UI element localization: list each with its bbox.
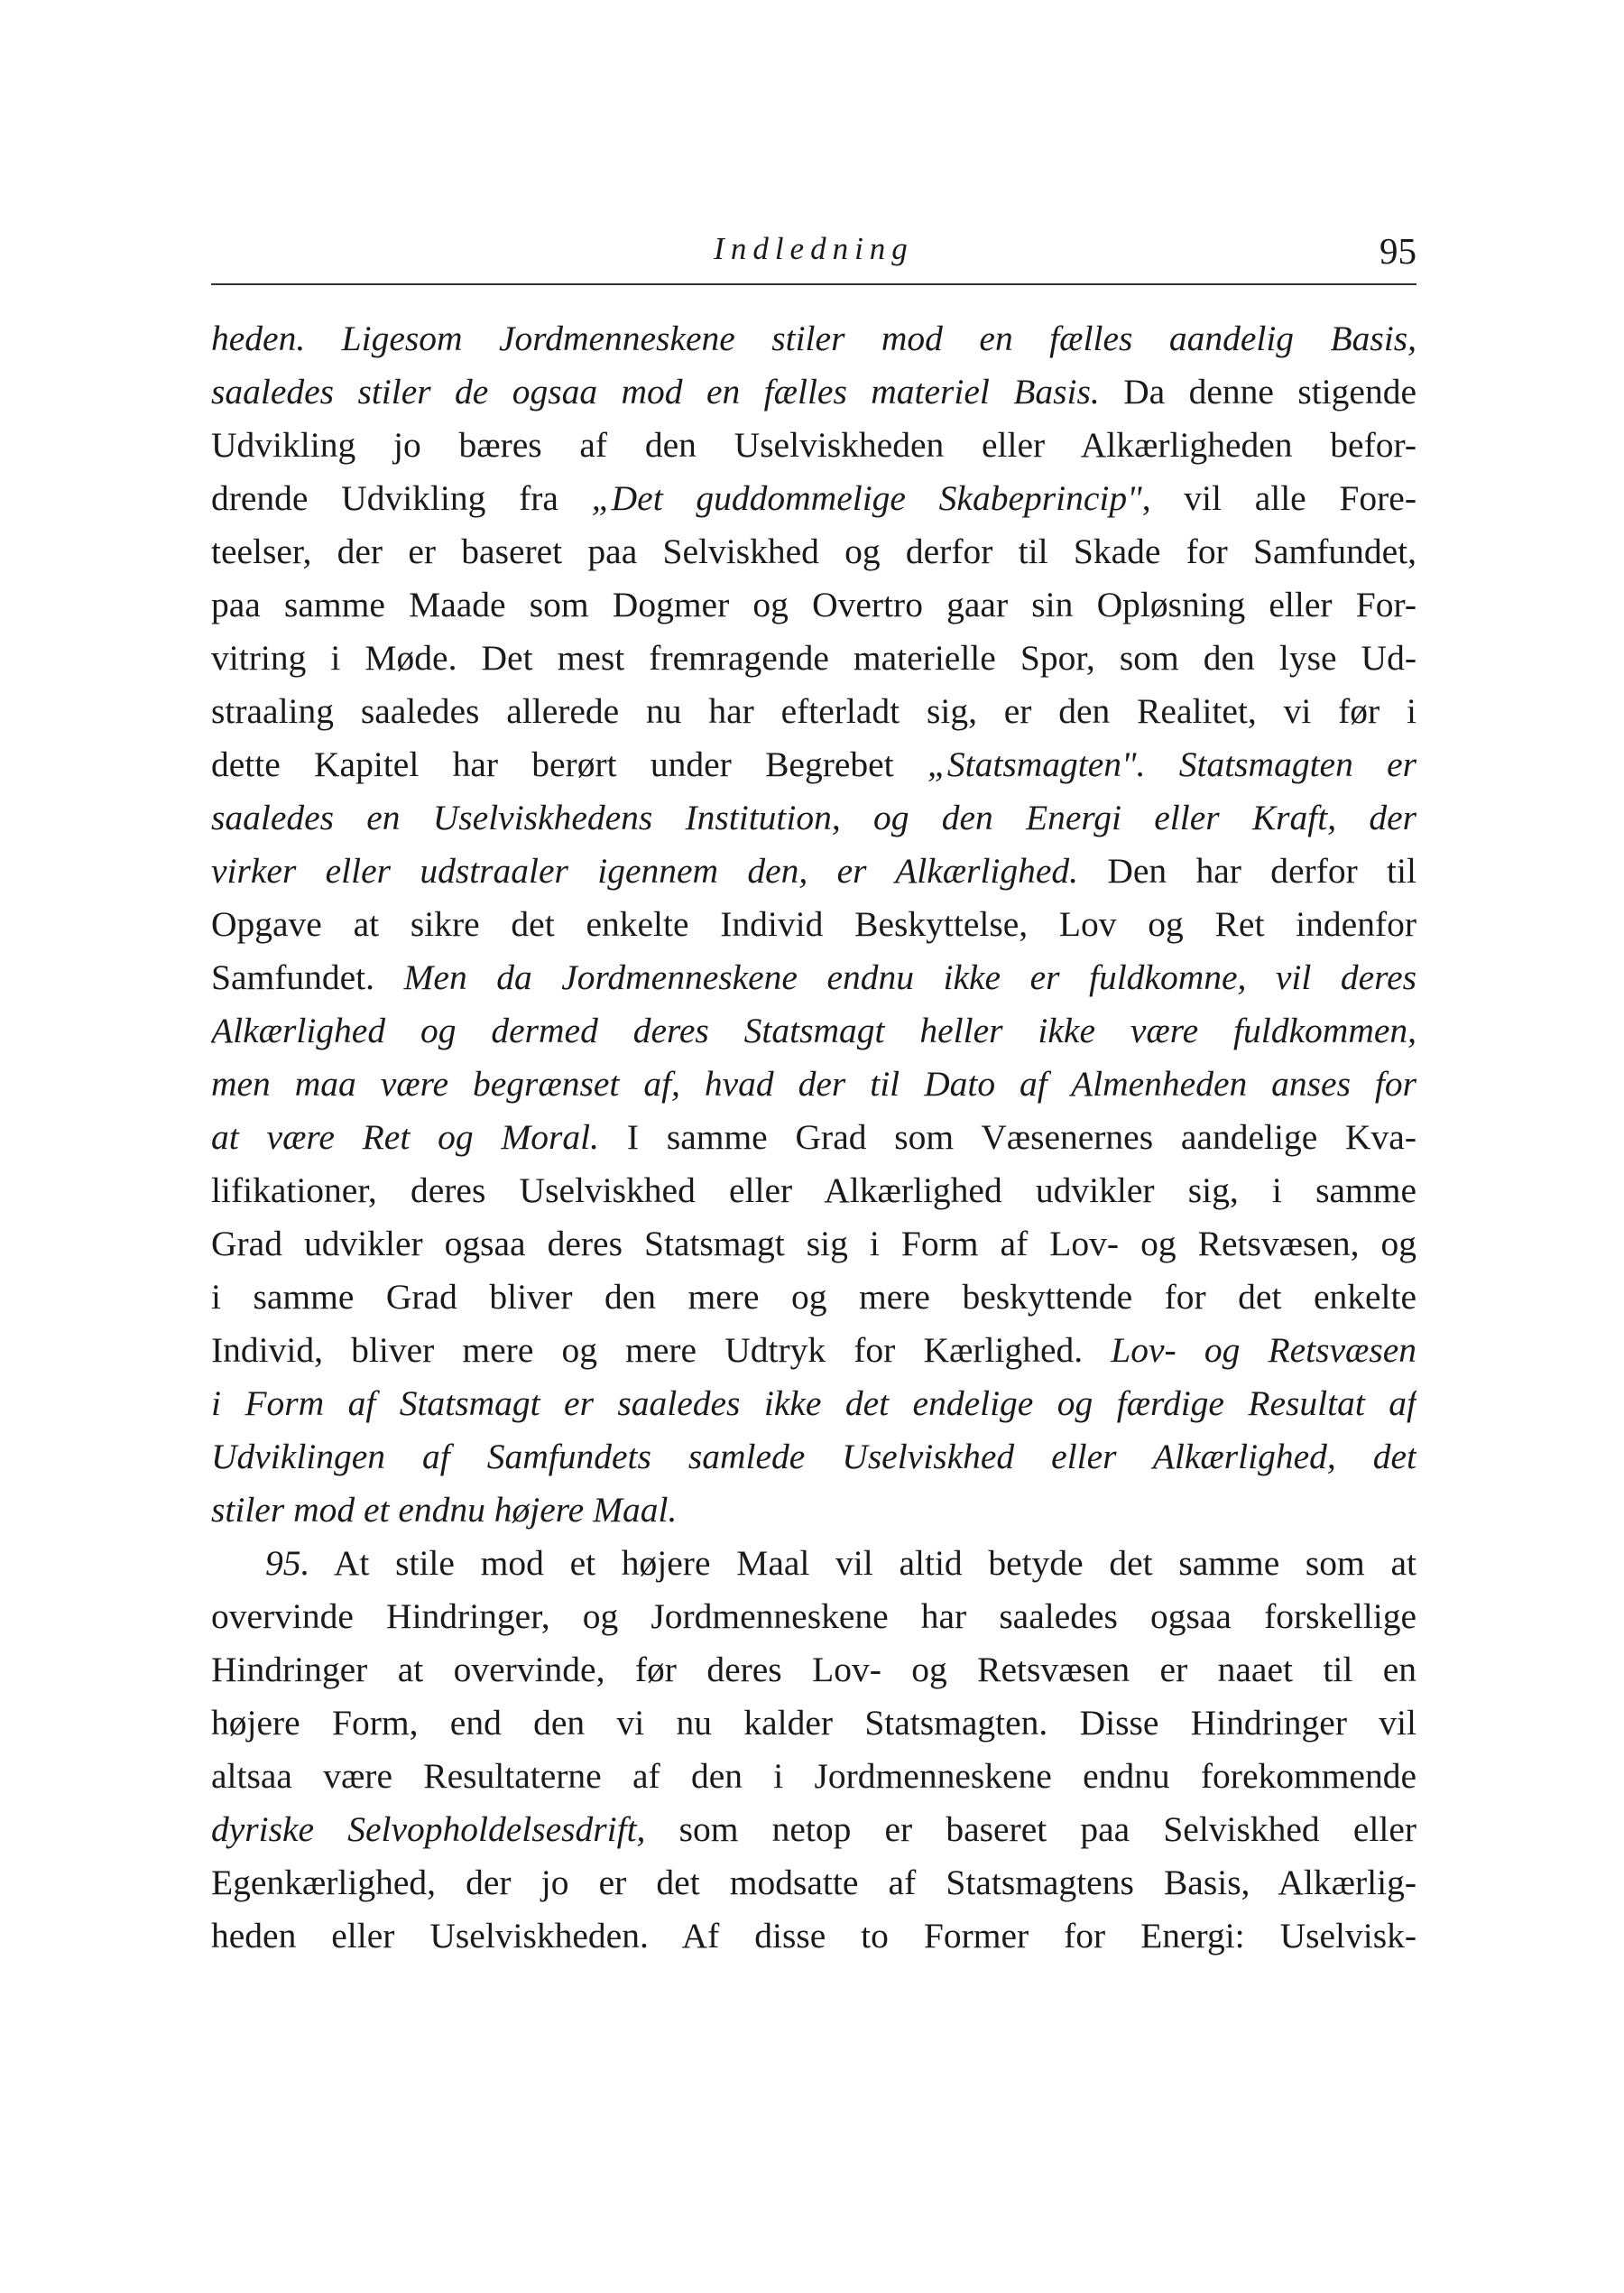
body-text-span: Udvikling jo bæres af den Uselviskheden eller Alkærligheden befor- [211,425,1416,465]
text-line [211,685,1416,738]
body-text-span: Samfundet. [211,957,404,997]
text-line [211,1537,1416,1590]
body-text-span: dette Kapitel har berørt under Begrebet [211,744,927,784]
emphasized-text: „Statsmagten". Statsmagten er [927,744,1416,784]
text-line [211,365,1416,419]
text-line [211,312,1416,365]
body-text-span: teelser, der er baseret paa Selviskhed og derfor til Skade for Samfundet, [211,532,1416,571]
emphasized-text: Udviklingen af Samfundets samlede Uselviskhed eller Alkærlighed, det [211,1437,1416,1476]
body-text-span: lifikationer, deres Uselviskhed eller Alkærlighed udvikler sig, i samme [211,1170,1416,1210]
text-line [211,419,1416,472]
text-line [211,1643,1416,1697]
text-line [211,791,1416,845]
emphasized-text: stiler mod et endnu højere Maal. [211,1490,678,1530]
body-text-span: Den har derfor til [1078,851,1416,891]
emphasized-text: at være Ret og Moral. [211,1117,600,1157]
text-line [211,1590,1416,1643]
text-line [211,1697,1416,1750]
text-line [211,472,1416,525]
text-line [211,1909,1416,1963]
body-text-span: som netop er baseret paa Selviskhed eller [645,1809,1416,1849]
body-text [211,312,1416,1963]
body-text-span: Opgave at sikre det enkelte Individ Beskyttelse, Lov og Ret indenfor [211,904,1416,944]
emphasized-text: Lov- og Retsvæsen [1111,1330,1416,1370]
emphasized-text: saaledes stiler de ogsaa mod en fælles materiel Basis. [211,372,1100,411]
body-text-span: altsaa være Resultaterne af den i Jordmenneskene endnu forekommende [211,1756,1416,1796]
body-text-span: straaling saaledes allerede nu har efterladt sig, er den Realitet, vi før i [211,691,1416,731]
body-text-span: , vil alle Fore- [1141,478,1416,518]
body-text-span: Hindringer at overvinde, før deres Lov- og Retsvæsen er naaet til en [211,1650,1416,1689]
text-line [211,1856,1416,1909]
text-line [211,1111,1416,1164]
text-line [211,1803,1416,1856]
emphasized-text: i Form af Statsmagt er saaledes ikke det endelige og færdige Resultat af [211,1383,1416,1423]
emphasized-text: heden. Ligesom Jordmenneskene stiler mod en fælles aandelig Basis, [211,319,1416,358]
emphasized-text: virker eller udstraaler igennem den, er Alkærlighed. [211,851,1079,891]
emphasized-text: dyriske Selvopholdelsesdrift, [211,1809,646,1849]
emphasized-text: „Det guddommelige Skabeprincip" [591,478,1142,518]
text-line [211,1377,1416,1430]
body-text-span: paa samme Maade som Dogmer og Overtro gaar sin Opløsning eller For- [211,585,1416,624]
body-text-span: Individ, bliver mere og mere Udtryk for Kærlighed. [211,1330,1112,1370]
body-text-span: vitring i Møde. Det mest fremragende materielle Spor, som den lyse Ud- [211,638,1416,678]
emphasized-text: 95. [265,1543,310,1583]
emphasized-text: Alkærlighed og dermed deres Statsmagt heller ikke være fuldkommen, [211,1011,1416,1050]
emphasized-text: men maa være begrænset af, hvad der til Dato af Almenheden anses for [211,1064,1416,1104]
page-number: 95 [1379,230,1416,272]
text-line [211,898,1416,951]
text-line [211,1430,1416,1484]
page-header [211,224,1416,285]
text-line [211,1484,1416,1537]
body-text-span: At stile mod et højere Maal vil altid betyde det samme som at [309,1543,1416,1583]
body-text-span: i samme Grad bliver den mere og mere beskyttende for det enkelte [211,1277,1416,1317]
text-line [211,1217,1416,1271]
text-line [211,525,1416,578]
body-text-span: drende Udvikling fra [211,478,592,518]
body-text-span: Egenkærlighed, der jo er det modsatte af Statsmagtens Basis, Alkærlig- [211,1863,1416,1902]
body-text-span: heden eller Uselviskheden. Af disse to Former for Energi: Uselvisk- [211,1916,1416,1956]
text-line [211,738,1416,791]
text-line [211,1324,1416,1377]
body-text-span: Grad udvikler ogsaa deres Statsmagt sig i Form af Lov- og Retsvæsen, og [211,1224,1416,1263]
emphasized-text: saaledes en Uselviskhedens Institution, og den Energi eller Kraft, der [211,798,1416,837]
text-line [211,845,1416,898]
running-title: Indledning [714,231,914,266]
body-text-span: overvinde Hindringer, og Jordmenneskene har saaledes ogsaa forskellige [211,1596,1416,1636]
text-line [211,1750,1416,1803]
emphasized-text: Men da Jordmenneskene endnu ikke er fuldkomne, vil deres [403,957,1416,997]
text-line [211,1164,1416,1217]
body-text-span: I samme Grad som Væsenernes aandelige Kva- [599,1117,1416,1157]
body-text-span: Da denne stigende [1099,372,1416,411]
text-line [211,951,1416,1004]
text-line [211,1271,1416,1324]
text-line [211,632,1416,685]
text-line [211,1058,1416,1111]
body-text-span: højere Form, end den vi nu kalder Statsmagten. Disse Hindringer vil [211,1703,1416,1743]
text-line [211,1004,1416,1058]
text-line [211,578,1416,632]
